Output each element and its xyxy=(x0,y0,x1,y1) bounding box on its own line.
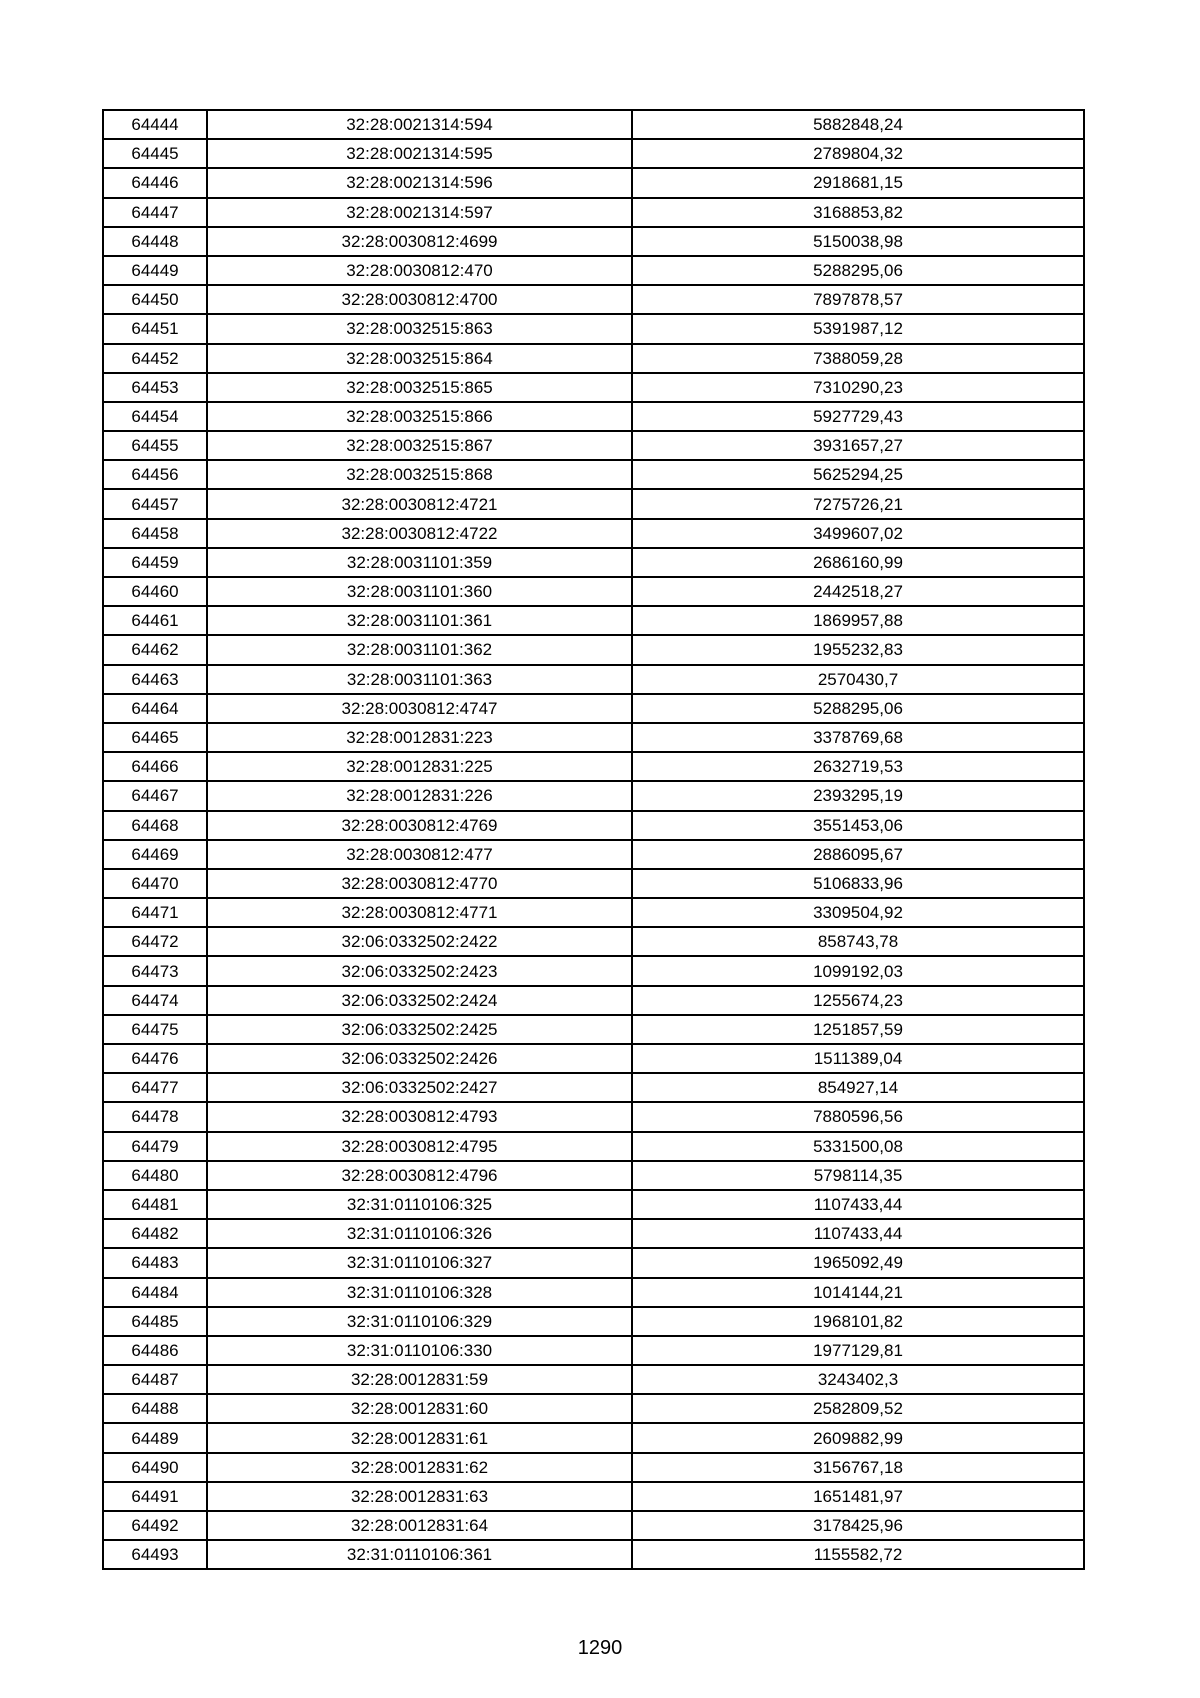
table-row xyxy=(103,431,1084,460)
row-number-cell: 64488 xyxy=(103,1394,207,1423)
row-number-cell: 64489 xyxy=(103,1423,207,1452)
row-number-cell: 64461 xyxy=(103,606,207,635)
row-number-cell: 64471 xyxy=(103,898,207,927)
row-number-cell: 64462 xyxy=(103,635,207,664)
table-row xyxy=(103,519,1084,548)
table-row xyxy=(103,927,1084,956)
table-row xyxy=(103,1278,1084,1307)
cadastral-value-cell: 3499607,02 xyxy=(632,519,1084,548)
cadastral-value-cell: 1511389,04 xyxy=(632,1044,1084,1073)
cadastral-number-cell: 32:28:0030812:4793 xyxy=(207,1102,632,1131)
cadastral-value-cell: 5625294,25 xyxy=(632,460,1084,489)
row-number-cell: 64465 xyxy=(103,723,207,752)
cadastral-value-cell: 7275726,21 xyxy=(632,489,1084,518)
row-number-cell: 64447 xyxy=(103,198,207,227)
row-number-cell: 64490 xyxy=(103,1453,207,1482)
cadastral-number-cell: 32:28:0021314:597 xyxy=(207,198,632,227)
row-number-cell: 64456 xyxy=(103,460,207,489)
cadastral-number-cell: 32:06:0332502:2425 xyxy=(207,1015,632,1044)
cadastral-value-cell: 1869957,88 xyxy=(632,606,1084,635)
row-number-cell: 64470 xyxy=(103,869,207,898)
cadastral-value-cell: 2582809,52 xyxy=(632,1394,1084,1423)
table-row xyxy=(103,898,1084,927)
cadastral-number-cell: 32:28:0030812:4795 xyxy=(207,1132,632,1161)
cadastral-number-cell: 32:28:0021314:594 xyxy=(207,110,632,139)
cadastral-number-cell: 32:28:0030812:477 xyxy=(207,840,632,869)
cadastral-number-cell: 32:28:0030812:4722 xyxy=(207,519,632,548)
table-row xyxy=(103,1453,1084,1482)
row-number-cell: 64486 xyxy=(103,1336,207,1365)
cadastral-number-cell: 32:28:0012831:64 xyxy=(207,1511,632,1540)
row-number-cell: 64452 xyxy=(103,344,207,373)
table-row xyxy=(103,1540,1084,1569)
cadastral-number-cell: 32:06:0332502:2424 xyxy=(207,986,632,1015)
cadastral-number-cell: 32:28:0012831:63 xyxy=(207,1482,632,1511)
cadastral-number-cell: 32:28:0032515:865 xyxy=(207,373,632,402)
cadastral-value-cell: 7897878,57 xyxy=(632,285,1084,314)
cadastral-number-cell: 32:06:0332502:2426 xyxy=(207,1044,632,1073)
table-row xyxy=(103,781,1084,810)
table-row xyxy=(103,1336,1084,1365)
table-row xyxy=(103,752,1084,781)
cadastral-number-cell: 32:28:0012831:61 xyxy=(207,1423,632,1452)
cadastral-value-cell: 7388059,28 xyxy=(632,344,1084,373)
row-number-cell: 64467 xyxy=(103,781,207,810)
row-number-cell: 64483 xyxy=(103,1248,207,1277)
cadastral-number-cell: 32:28:0032515:863 xyxy=(207,314,632,343)
cadastral-number-cell: 32:31:0110106:327 xyxy=(207,1248,632,1277)
cadastral-value-table xyxy=(102,109,1085,1570)
cadastral-number-cell: 32:31:0110106:326 xyxy=(207,1219,632,1248)
cadastral-value-cell: 1155582,72 xyxy=(632,1540,1084,1569)
cadastral-number-cell: 32:28:0021314:596 xyxy=(207,168,632,197)
row-number-cell: 64451 xyxy=(103,314,207,343)
cadastral-number-cell: 32:28:0012831:62 xyxy=(207,1453,632,1482)
cadastral-value-cell: 2570430,7 xyxy=(632,665,1084,694)
table-row xyxy=(103,869,1084,898)
table-row xyxy=(103,256,1084,285)
cadastral-value-cell: 1014144,21 xyxy=(632,1278,1084,1307)
table-row xyxy=(103,1219,1084,1248)
table-row xyxy=(103,285,1084,314)
cadastral-number-cell: 32:28:0030812:4700 xyxy=(207,285,632,314)
table-row xyxy=(103,1044,1084,1073)
table-row xyxy=(103,548,1084,577)
cadastral-value-cell: 2686160,99 xyxy=(632,548,1084,577)
cadastral-number-cell: 32:28:0032515:866 xyxy=(207,402,632,431)
table-row xyxy=(103,1482,1084,1511)
cadastral-number-cell: 32:28:0030812:4721 xyxy=(207,489,632,518)
cadastral-number-cell: 32:28:0030812:470 xyxy=(207,256,632,285)
cadastral-value-cell: 3309504,92 xyxy=(632,898,1084,927)
table-row xyxy=(103,1015,1084,1044)
table-row xyxy=(103,1248,1084,1277)
table-row xyxy=(103,1307,1084,1336)
row-number-cell: 64449 xyxy=(103,256,207,285)
table-row xyxy=(103,723,1084,752)
row-number-cell: 64484 xyxy=(103,1278,207,1307)
table-row xyxy=(103,840,1084,869)
cadastral-value-cell: 7310290,23 xyxy=(632,373,1084,402)
cadastral-value-cell: 3243402,3 xyxy=(632,1365,1084,1394)
row-number-cell: 64455 xyxy=(103,431,207,460)
cadastral-value-cell: 3168853,82 xyxy=(632,198,1084,227)
table-row xyxy=(103,694,1084,723)
cadastral-number-cell: 32:28:0012831:226 xyxy=(207,781,632,810)
cadastral-number-cell: 32:28:0030812:4770 xyxy=(207,869,632,898)
row-number-cell: 64475 xyxy=(103,1015,207,1044)
cadastral-value-cell: 2393295,19 xyxy=(632,781,1084,810)
cadastral-number-cell: 32:28:0012831:223 xyxy=(207,723,632,752)
row-number-cell: 64474 xyxy=(103,986,207,1015)
cadastral-value-cell: 1107433,44 xyxy=(632,1219,1084,1248)
row-number-cell: 64454 xyxy=(103,402,207,431)
table-row xyxy=(103,227,1084,256)
page-number: 1290 xyxy=(577,1637,623,1659)
table-row xyxy=(103,110,1084,139)
table-row xyxy=(103,489,1084,518)
table-row xyxy=(103,139,1084,168)
table-row xyxy=(103,1132,1084,1161)
cadastral-value-cell: 7880596,56 xyxy=(632,1102,1084,1131)
cadastral-value-cell: 2609882,99 xyxy=(632,1423,1084,1452)
cadastral-number-cell: 32:28:0031101:363 xyxy=(207,665,632,694)
row-number-cell: 64459 xyxy=(103,548,207,577)
row-number-cell: 64445 xyxy=(103,139,207,168)
cadastral-number-cell: 32:28:0030812:4747 xyxy=(207,694,632,723)
cadastral-number-cell: 32:28:0031101:360 xyxy=(207,577,632,606)
row-number-cell: 64450 xyxy=(103,285,207,314)
cadastral-number-cell: 32:28:0031101:362 xyxy=(207,635,632,664)
table-row xyxy=(103,1190,1084,1219)
table-row xyxy=(103,344,1084,373)
cadastral-number-cell: 32:28:0012831:59 xyxy=(207,1365,632,1394)
cadastral-number-cell: 32:28:0032515:867 xyxy=(207,431,632,460)
cadastral-value-cell: 5927729,43 xyxy=(632,402,1084,431)
cadastral-value-cell: 854927,14 xyxy=(632,1073,1084,1102)
row-number-cell: 64460 xyxy=(103,577,207,606)
table-row xyxy=(103,956,1084,985)
cadastral-number-cell: 32:06:0332502:2422 xyxy=(207,927,632,956)
row-number-cell: 64478 xyxy=(103,1102,207,1131)
table-row xyxy=(103,1511,1084,1540)
table-row xyxy=(103,1394,1084,1423)
row-number-cell: 64446 xyxy=(103,168,207,197)
cadastral-value-cell: 3378769,68 xyxy=(632,723,1084,752)
row-number-cell: 64469 xyxy=(103,840,207,869)
cadastral-value-cell: 5798114,35 xyxy=(632,1161,1084,1190)
row-number-cell: 64485 xyxy=(103,1307,207,1336)
table-row xyxy=(103,1365,1084,1394)
cadastral-number-cell: 32:28:0032515:868 xyxy=(207,460,632,489)
row-number-cell: 64493 xyxy=(103,1540,207,1569)
cadastral-number-cell: 32:28:0030812:4699 xyxy=(207,227,632,256)
table-row xyxy=(103,635,1084,664)
table-row xyxy=(103,577,1084,606)
row-number-cell: 64492 xyxy=(103,1511,207,1540)
row-number-cell: 64448 xyxy=(103,227,207,256)
row-number-cell: 64491 xyxy=(103,1482,207,1511)
cadastral-value-cell: 3156767,18 xyxy=(632,1453,1084,1482)
cadastral-value-cell: 5882848,24 xyxy=(632,110,1084,139)
table-row xyxy=(103,198,1084,227)
cadastral-value-cell: 5288295,06 xyxy=(632,694,1084,723)
row-number-cell: 64453 xyxy=(103,373,207,402)
row-number-cell: 64458 xyxy=(103,519,207,548)
cadastral-value-cell: 5106833,96 xyxy=(632,869,1084,898)
cadastral-value-cell: 2918681,15 xyxy=(632,168,1084,197)
cadastral-value-cell: 3551453,06 xyxy=(632,811,1084,840)
row-number-cell: 64477 xyxy=(103,1073,207,1102)
cadastral-number-cell: 32:28:0012831:60 xyxy=(207,1394,632,1423)
table-row xyxy=(103,168,1084,197)
table-row xyxy=(103,1102,1084,1131)
cadastral-number-cell: 32:28:0031101:359 xyxy=(207,548,632,577)
cadastral-value-cell: 5391987,12 xyxy=(632,314,1084,343)
cadastral-value-cell: 3178425,96 xyxy=(632,1511,1084,1540)
cadastral-value-cell: 2886095,67 xyxy=(632,840,1084,869)
table-row xyxy=(103,1423,1084,1452)
cadastral-value-cell: 1977129,81 xyxy=(632,1336,1084,1365)
cadastral-number-cell: 32:31:0110106:325 xyxy=(207,1190,632,1219)
cadastral-number-cell: 32:28:0032515:864 xyxy=(207,344,632,373)
cadastral-value-cell: 1255674,23 xyxy=(632,986,1084,1015)
cadastral-value-cell: 3931657,27 xyxy=(632,431,1084,460)
table-row xyxy=(103,1073,1084,1102)
cadastral-number-cell: 32:31:0110106:328 xyxy=(207,1278,632,1307)
row-number-cell: 64468 xyxy=(103,811,207,840)
row-number-cell: 64457 xyxy=(103,489,207,518)
table-row xyxy=(103,811,1084,840)
cadastral-number-cell: 32:28:0030812:4769 xyxy=(207,811,632,840)
cadastral-value-cell: 1651481,97 xyxy=(632,1482,1084,1511)
row-number-cell: 64482 xyxy=(103,1219,207,1248)
row-number-cell: 64476 xyxy=(103,1044,207,1073)
cadastral-number-cell: 32:31:0110106:330 xyxy=(207,1336,632,1365)
row-number-cell: 64487 xyxy=(103,1365,207,1394)
cadastral-number-cell: 32:28:0012831:225 xyxy=(207,752,632,781)
cadastral-number-cell: 32:06:0332502:2427 xyxy=(207,1073,632,1102)
cadastral-value-cell: 2632719,53 xyxy=(632,752,1084,781)
row-number-cell: 64481 xyxy=(103,1190,207,1219)
cadastral-value-cell: 1099192,03 xyxy=(632,956,1084,985)
cadastral-number-cell: 32:28:0021314:595 xyxy=(207,139,632,168)
cadastral-value-cell: 1955232,83 xyxy=(632,635,1084,664)
cadastral-value-cell: 1965092,49 xyxy=(632,1248,1084,1277)
row-number-cell: 64466 xyxy=(103,752,207,781)
row-number-cell: 64444 xyxy=(103,110,207,139)
table-row xyxy=(103,373,1084,402)
cadastral-value-cell: 1968101,82 xyxy=(632,1307,1084,1336)
cadastral-value-cell: 5288295,06 xyxy=(632,256,1084,285)
table-row xyxy=(103,1161,1084,1190)
row-number-cell: 64479 xyxy=(103,1132,207,1161)
cadastral-number-cell: 32:06:0332502:2423 xyxy=(207,956,632,985)
table-body xyxy=(103,110,1084,1569)
cadastral-value-cell: 2789804,32 xyxy=(632,139,1084,168)
row-number-cell: 64464 xyxy=(103,694,207,723)
cadastral-value-cell: 5331500,08 xyxy=(632,1132,1084,1161)
row-number-cell: 64473 xyxy=(103,956,207,985)
row-number-cell: 64472 xyxy=(103,927,207,956)
cadastral-value-cell: 1251857,59 xyxy=(632,1015,1084,1044)
table-row xyxy=(103,314,1084,343)
cadastral-number-cell: 32:28:0031101:361 xyxy=(207,606,632,635)
cadastral-number-cell: 32:28:0030812:4796 xyxy=(207,1161,632,1190)
cadastral-value-cell: 5150038,98 xyxy=(632,227,1084,256)
row-number-cell: 64463 xyxy=(103,665,207,694)
table-row xyxy=(103,460,1084,489)
cadastral-value-cell: 2442518,27 xyxy=(632,577,1084,606)
cadastral-number-cell: 32:31:0110106:361 xyxy=(207,1540,632,1569)
cadastral-value-cell: 1107433,44 xyxy=(632,1190,1084,1219)
table-row xyxy=(103,665,1084,694)
row-number-cell: 64480 xyxy=(103,1161,207,1190)
table-row xyxy=(103,402,1084,431)
cadastral-number-cell: 32:28:0030812:4771 xyxy=(207,898,632,927)
table-row xyxy=(103,606,1084,635)
cadastral-value-cell: 858743,78 xyxy=(632,927,1084,956)
cadastral-number-cell: 32:31:0110106:329 xyxy=(207,1307,632,1336)
table-row xyxy=(103,986,1084,1015)
